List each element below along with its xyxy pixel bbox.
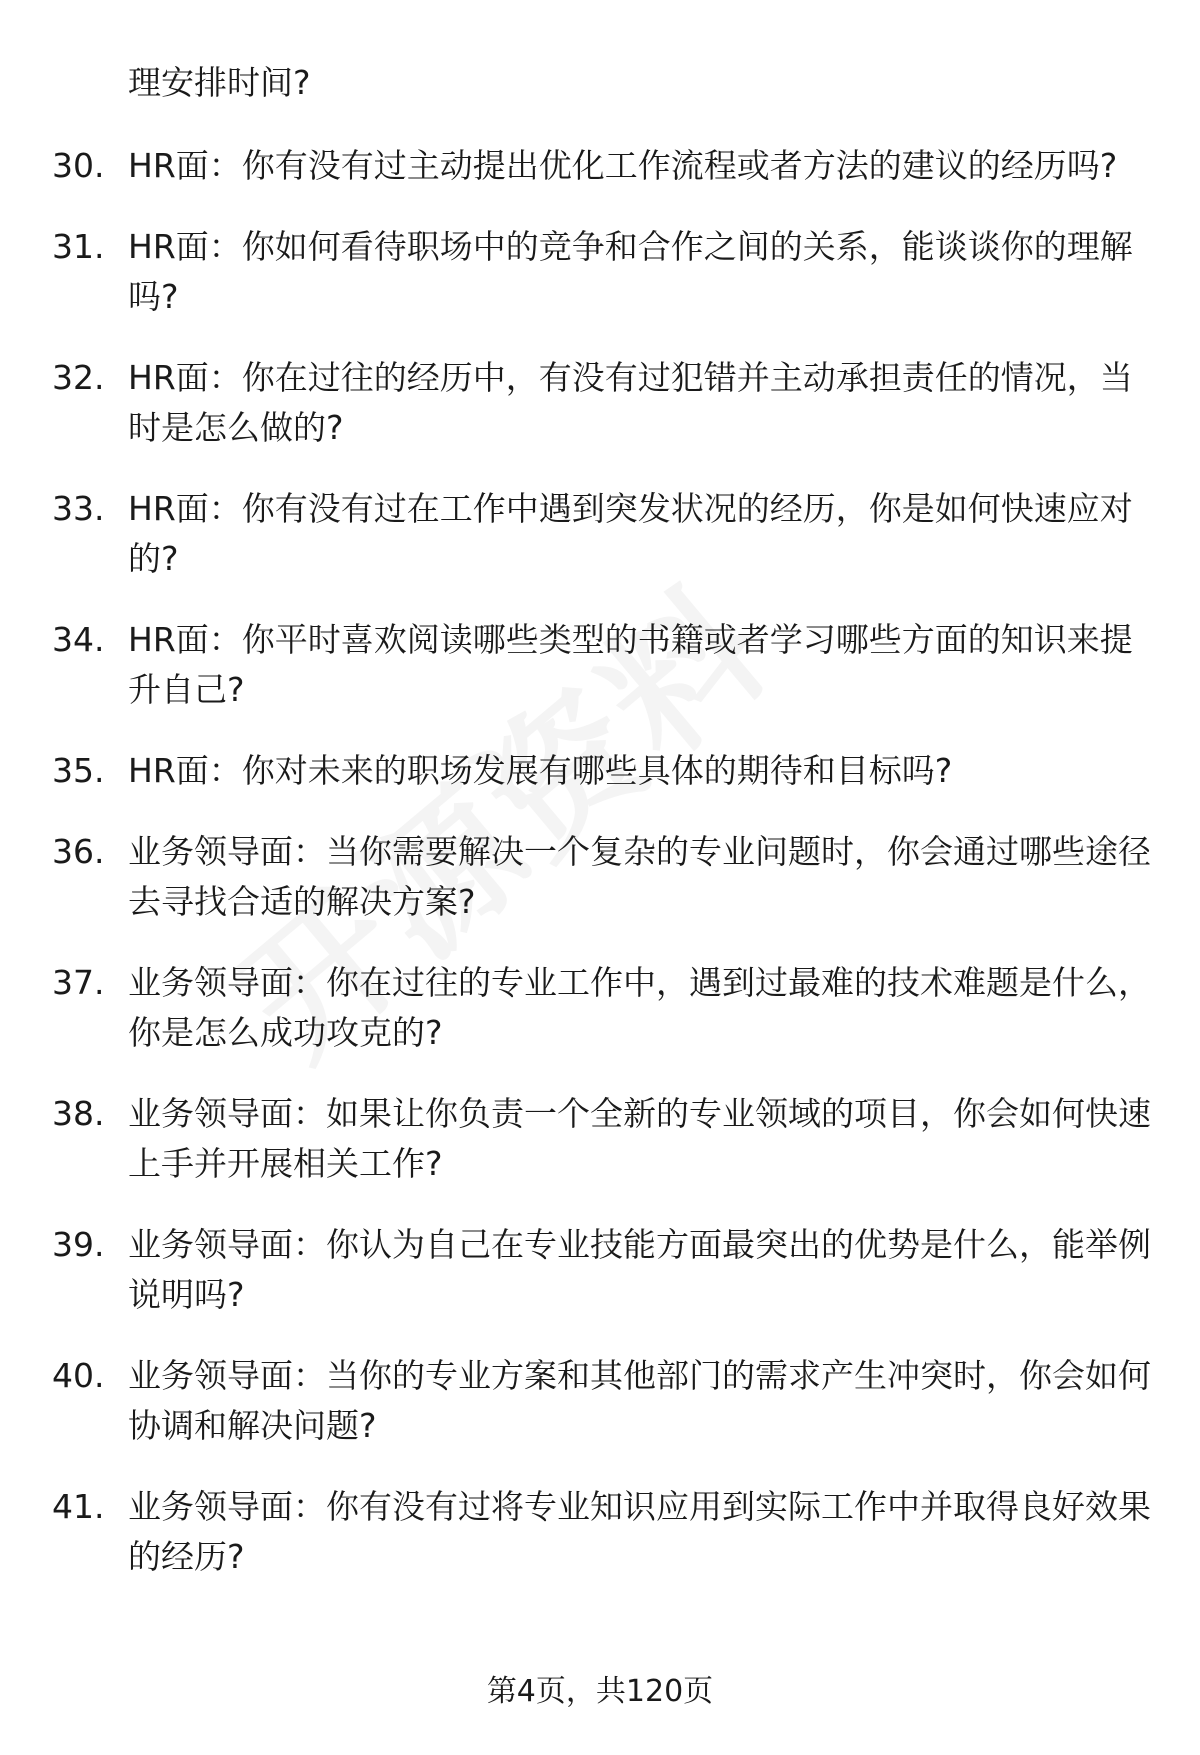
question-number: 33.: [52, 489, 105, 528]
question-text: HR面：你在过往的经历中，有没有过犯错并主动承担责任的情况，当时是怎么做的?: [128, 358, 1133, 447]
question-item-31: [0, 222, 1200, 322]
question-item-35: [0, 746, 1200, 796]
question-text: HR面：你如何看待职场中的竞争和合作之间的关系，能谈谈你的理解吗?: [128, 227, 1133, 316]
question-item-33: [0, 484, 1200, 584]
question-text: 业务领导面：你有没有过将专业知识应用到实际工作中并取得良好效果的经历?: [128, 1487, 1151, 1576]
question-item-36: [0, 827, 1200, 927]
question-text: HR面：你有没有过在工作中遇到突发状况的经历，你是如何快速应对的?: [128, 489, 1133, 578]
question-item-38: [0, 1089, 1200, 1189]
question-list-container: [0, 58, 1200, 1613]
question-list: [0, 141, 1200, 1582]
question-number: 30.: [52, 146, 105, 185]
question-text: 业务领导面：你在过往的专业工作中，遇到过最难的技术难题是什么，你是怎么成功攻克的?: [128, 963, 1151, 1052]
question-text: HR面：你平时喜欢阅读哪些类型的书籍或者学习哪些方面的知识来提升自己?: [128, 620, 1133, 709]
question-text: HR面：你有没有过主动提出优化工作流程或者方法的建议的经历吗?: [128, 146, 1118, 185]
question-item-32: [0, 353, 1200, 453]
question-text: 业务领导面：当你的专业方案和其他部门的需求产生冲突时，你会如何协调和解决问题?: [128, 1356, 1151, 1445]
question-item-39: [0, 1220, 1200, 1320]
question-item-41: [0, 1482, 1200, 1582]
question-number: 34.: [52, 620, 105, 659]
question-number: 40.: [52, 1356, 105, 1395]
question-number: 39.: [52, 1225, 105, 1264]
question-text: 业务领导面：如果让你负责一个全新的专业领域的项目，你会如何快速上手并开展相关工作?: [128, 1094, 1151, 1183]
question-text: 业务领导面：当你需要解决一个复杂的专业问题时，你会通过哪些途径去寻找合适的解决方案?: [128, 832, 1151, 921]
continuation-text: 理安排时间?: [128, 63, 311, 102]
question-number: 41.: [52, 1487, 105, 1526]
question-text: 业务领导面：你认为自己在专业技能方面最突出的优势是什么，能举例说明吗?: [128, 1225, 1151, 1314]
question-number: 31.: [52, 227, 105, 266]
question-item-37: [0, 958, 1200, 1058]
question-item-34: [0, 615, 1200, 715]
question-item-40: [0, 1351, 1200, 1451]
question-number: 35.: [52, 751, 105, 790]
question-number: 32.: [52, 358, 105, 397]
question-number: 37.: [52, 963, 105, 1002]
question-text: HR面：你对未来的职场发展有哪些具体的期待和目标吗?: [128, 751, 953, 790]
question-number: 36.: [52, 832, 105, 871]
question-item-30: [0, 141, 1200, 191]
question-number: 38.: [52, 1094, 105, 1133]
page-footer: 第4页，共120页: [486, 1674, 714, 1709]
